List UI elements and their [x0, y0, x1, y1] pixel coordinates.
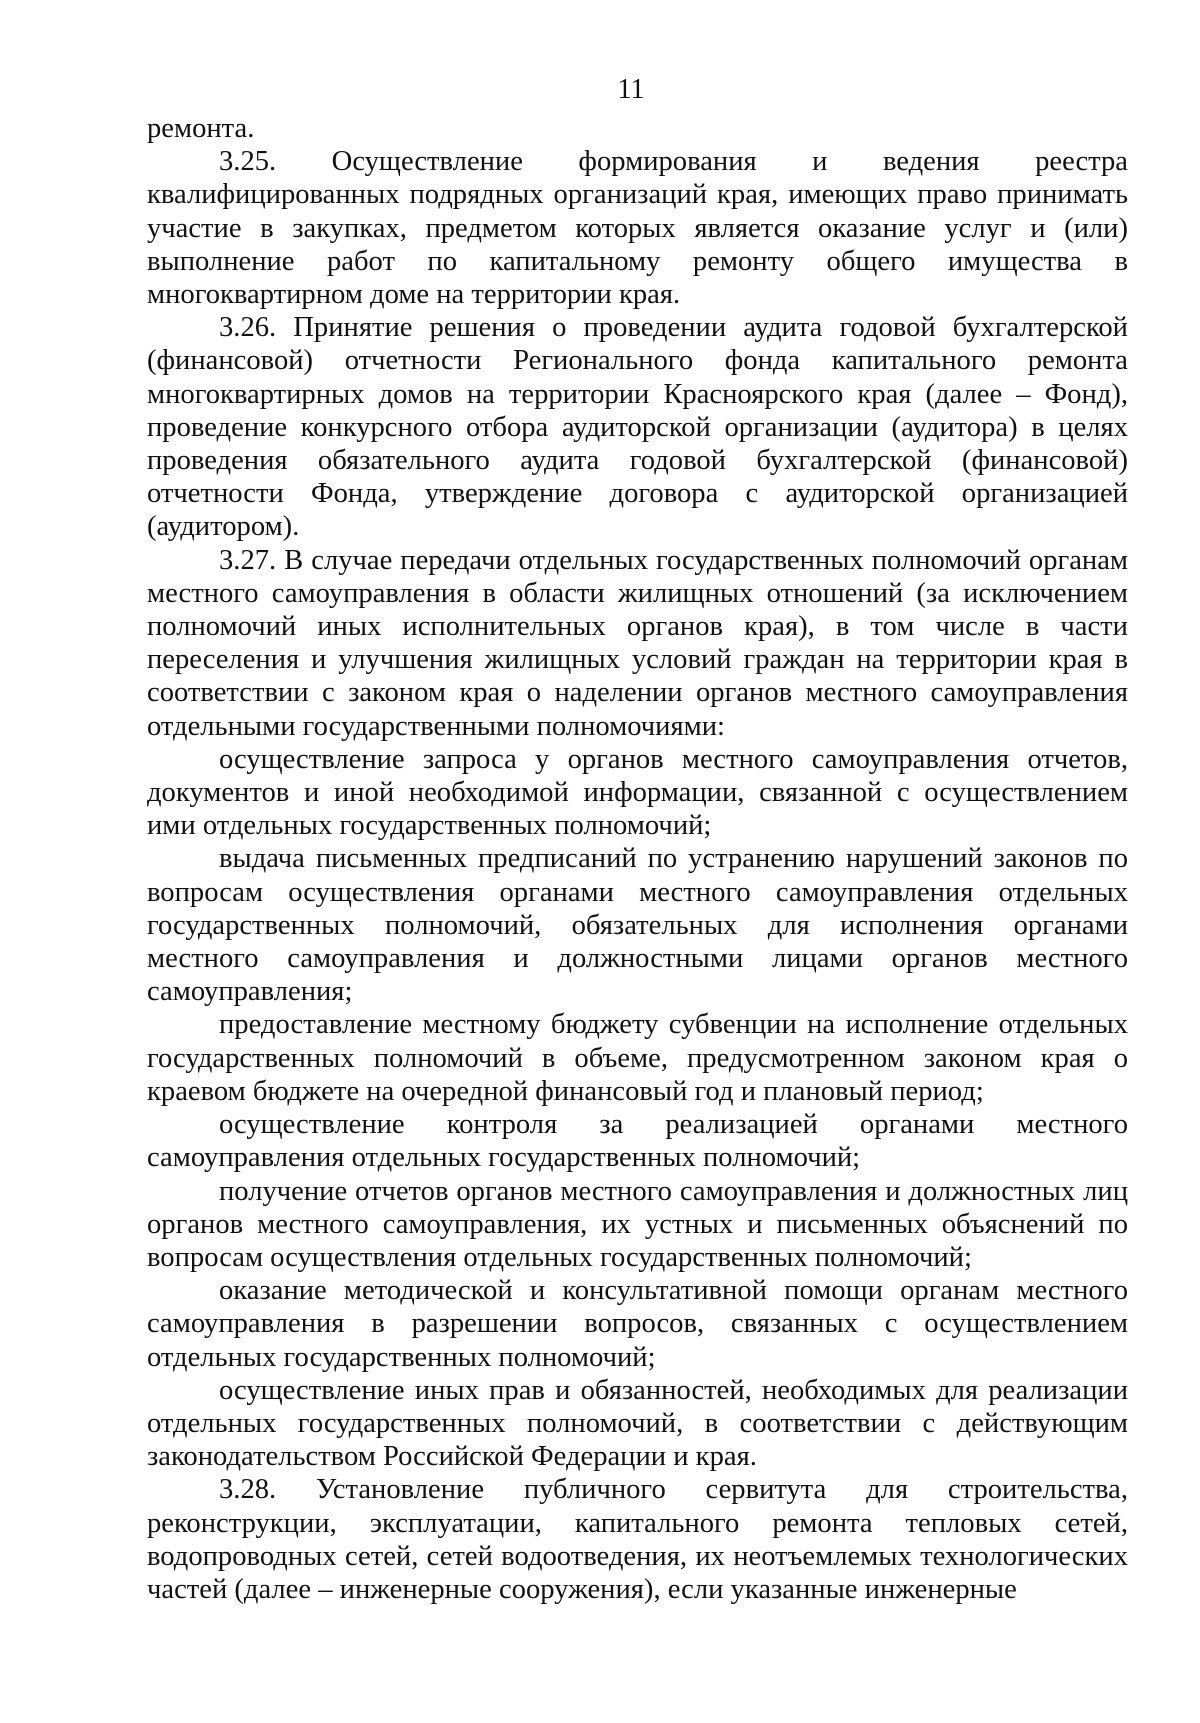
- page-number: 11: [617, 74, 645, 105]
- list-item-control: осуществление контроля за реализацией органами местного самоуправления отдельных государственных полномочий;: [147, 1109, 1128, 1174]
- list-item-assistance: оказание методической и консультативной помощи органам местного самоуправления в разрешении вопросов, связанных с осуществлением отдельных государственных полномочий;: [147, 1275, 1128, 1373]
- list-item-prescriptions: выдача письменных предписаний по устранению нарушений законов по вопросам осуществления органами местного самоуправления отдельных государственных полномочий, обязательных для исполнения органами местного самоуправления и должностными лицами органов местного самоуправления;: [147, 843, 1128, 1008]
- paragraph-3-26: 3.26. Принятие решения о проведении аудита годовой бухгалтерской (финансовой) отчетности Регионального фонда капитального ремонта многоквартирных домов на территории Красноярского края (далее – Фонд), проведение конкурсного отбора аудиторской организации (аудитора) в целях проведения обязательного аудита годовой бухгалтерской (финансовой) отчетности Фонда, утверждение договора с аудиторской организацией (аудитором).: [147, 312, 1128, 543]
- list-item-other-rights: осуществление иных прав и обязанностей, необходимых для реализации отдельных государственных полномочий, в соответствии с действующим законодательством Российской Федерации и края.: [147, 1374, 1128, 1473]
- paragraph-3-27: 3.27. В случае передачи отдельных государственных полномочий органам местного самоуправления в области жилищных отношений (за исключением полномочий иных исполнительных органов края), в том числе в части переселения и улучшения жилищных условий граждан на территории края в соответствии с законом края о наделении органов местного самоуправления отдельными государственными полномочиями:: [147, 544, 1128, 742]
- list-item-requests: осуществление запроса у органов местного самоуправления отчетов, документов и иной необходимой информации, связанной с осуществлением ими отдельных государственных полномочий;: [147, 743, 1128, 842]
- paragraph-3-28: 3.28. Установление публичного сервитута для строительства, реконструкции, эксплуатации, капитального ремонта тепловых сетей, водопроводных сетей, сетей водоотведения, их неотъемлемых технологических частей (далее – инженерные сооружения), если указанные инженерные: [147, 1474, 1128, 1605]
- list-item-reports: получение отчетов органов местного самоуправления и должностных лиц органов местного самоуправления, их устных и письменных объяснений по вопросам осуществления отдельных государственных полномочий;: [147, 1175, 1128, 1273]
- paragraph-3-25: 3.25. Осуществление формирования и ведения реестра квалифицированных подрядных организаций края, имеющих право принимать участие в закупках, предметом которых является оказание услуг и (или) выполнение работ по капитальному ремонту общего имущества в многоквартирном доме на территории края.: [147, 146, 1128, 311]
- list-item-subvention: предоставление местному бюджету субвенции на исполнение отдельных государственных полномочий в объеме, предусмотренном законом края о краевом бюджете на очередной финансовый год и плановый период;: [147, 1009, 1128, 1107]
- paragraph-continuation: ремонта.: [147, 113, 255, 144]
- document-body: [147, 112, 1128, 1606]
